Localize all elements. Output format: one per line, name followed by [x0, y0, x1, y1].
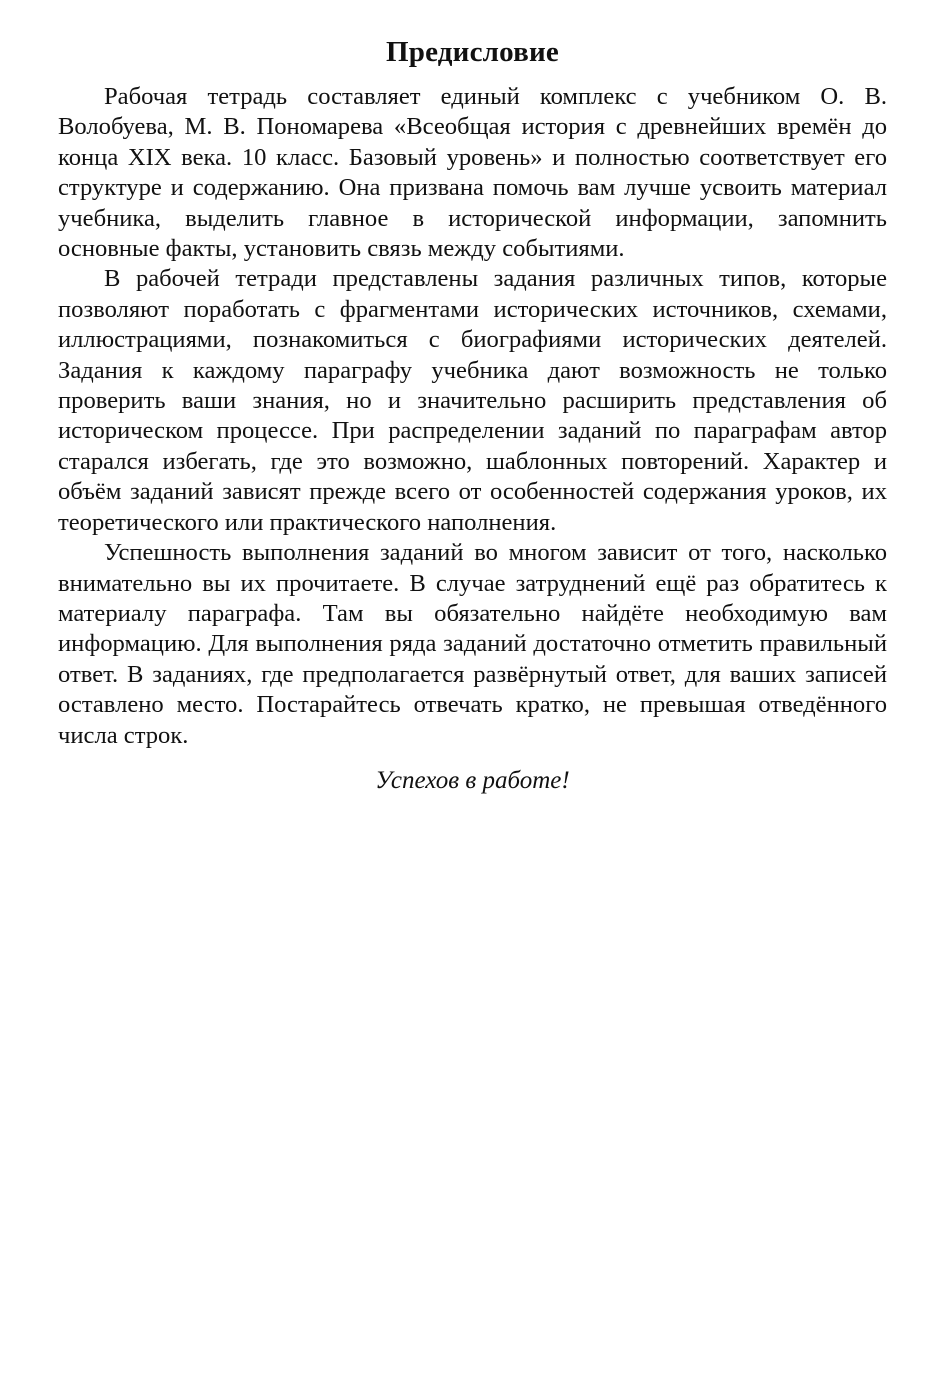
page-title: Предисловие [386, 36, 559, 68]
paragraph-intro: Рабочая тетрадь составляет единый комплекс с учебником О. В. Волобуева, М. В. Пономарева «Всеобщая история с древнейших времён до конца XIX века. 10 класс. Базовый уровень» и полностью соответствует его структуре и содержанию. Она призвана помочь вам лучше усвоить материал учебника, выделить главное в исторической информации, запомнить основные факты, установить связь между событиями. [58, 83, 887, 263]
document-page [58, 34, 887, 797]
closing-wish: Успехов в работе! [375, 766, 570, 794]
paragraph-success: Успешность выполнения заданий во многом зависит от того, насколько внимательно вы их прочитаете. В случае затруднений ещё раз обратитесь к материалу параграфа. Там вы обязательно найдёте необходимую вам информацию. Для выполнения ряда заданий достаточно отметить правильный ответ. В заданиях, где предполагается развёрнутый ответ, для ваших записей оставлено место. Постарайтесь отвечать кратко, не превышая отведённого числа строк. [58, 539, 887, 749]
paragraph-task-types: В рабочей тетради представлены задания различных типов, которые позволяют поработать с фрагментами исторических источников, схемами, иллюстрациями, познакомиться с биографиями исторических деятелей. Задания к каждому параграфу учебника дают возможность не только проверить ваши знания, но и значительно расширить представления об историческом процессе. При распределении заданий по параграфам автор старался избегать, где это возможно, шаблонных повторений. Характер и объём заданий зависят прежде всего от особенностей содержания уроков, их теоретического или практического наполнения. [58, 265, 887, 536]
